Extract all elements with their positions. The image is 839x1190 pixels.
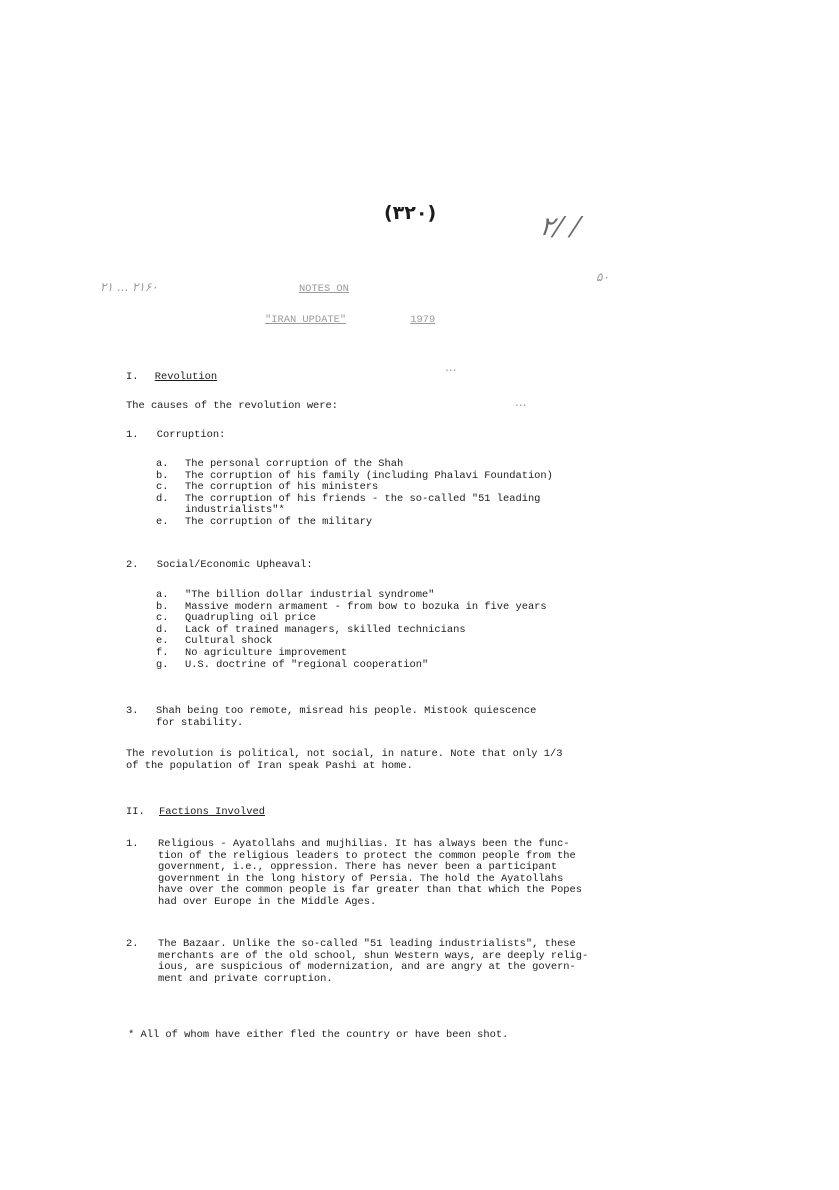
paragraph-line: ment and private corruption. — [158, 972, 333, 985]
paragraph-line: merchants are of the old school, shun Western ways, are deeply relig- — [158, 949, 589, 962]
list-item: a. The personal corruption of the Shah — [156, 458, 404, 470]
list-item: d. The corruption of his friends - the so-called "51 leading — [156, 492, 541, 505]
section-1-closing — [126, 749, 562, 772]
title-text: NOTES ON — [299, 283, 349, 295]
list-item: c. The corruption of his ministers — [156, 481, 379, 494]
section-1-heading — [126, 372, 217, 384]
paragraph-line: Religious - Ayatollahs and mujhilias. It has always been the func- — [158, 838, 570, 850]
item-3-line: Shah being too remote, misread his people. Mistook quiescence — [156, 705, 537, 717]
item-1-number: 1. — [126, 429, 139, 441]
page-number: (۳۲۰) — [384, 202, 437, 224]
footnote: * All of whom have either fled the country or have been shot. — [128, 1029, 509, 1041]
list-item: b. The corruption of his family (including Phalavi Foundation) — [156, 469, 553, 482]
section-1-title: Revolution — [154, 371, 218, 383]
item-2-heading — [126, 560, 313, 572]
list-item: d. Lack of trained managers, skilled technicians — [156, 623, 466, 636]
item-3-number: 3. — [126, 705, 139, 717]
document-subtitle — [265, 315, 435, 327]
paragraph-line: ious, are suspicious of modernization, and are angry at the govern- — [158, 961, 576, 974]
faction-1-number: 1. — [126, 838, 139, 850]
paragraph-line: have over the common people is far greater than that which the Popes — [158, 884, 583, 897]
item-3-line: for stability. — [156, 716, 244, 729]
handwritten-annotation-left: ۲۱ ... ۲۱۶۰ — [100, 280, 158, 294]
section-1-number: I. — [126, 371, 139, 383]
paragraph-line: government in the long history of Persia. The hold the Ayatollahs — [158, 872, 564, 885]
list-item: f. No agriculture improvement — [156, 646, 348, 659]
paragraph-line: government, i.e., oppression. There has never been a participant — [158, 861, 558, 874]
corruption-list — [156, 459, 553, 529]
item-3 — [126, 706, 536, 729]
list-item: g. U.S. doctrine of "regional cooperation" — [156, 658, 429, 671]
list-item: industrialists"* — [185, 504, 285, 517]
handwritten-annotation-right: ۵۰ — [596, 270, 609, 284]
item-2-label: Social/Economic Upheaval: — [156, 559, 313, 571]
item-1-heading — [126, 430, 225, 442]
list-item: a. "The billion dollar industrial syndrome" — [156, 589, 435, 601]
faction-bazaar — [126, 939, 588, 985]
list-item: c. Quadrupling oil price — [156, 612, 316, 625]
closing-line: of the population of Iran speak Pashi at home. — [126, 759, 413, 772]
paragraph-line: tion of the religious leaders to protect the common people from the — [158, 849, 576, 862]
item-1-label: Corruption: — [156, 429, 226, 441]
upheaval-list — [156, 590, 547, 671]
document-title — [299, 284, 349, 296]
section-1-intro: The causes of the revolution were: — [126, 400, 339, 412]
list-item: e. Cultural shock — [156, 635, 273, 648]
paragraph-line: The Bazaar. Unlike the so-called "51 leading industrialists", these — [158, 938, 576, 950]
persian-note-1: ... — [445, 360, 457, 374]
section-2-title: Factions Involved — [158, 806, 265, 818]
closing-line: The revolution is political, not social, in nature. Note that only 1/3 — [126, 748, 563, 760]
section-2-heading — [126, 807, 265, 819]
paragraph-line: had over Europe in the Middle Ages. — [158, 895, 377, 908]
subtitle-year: 1979 — [410, 314, 436, 326]
item-2-number: 2. — [126, 559, 139, 571]
handwritten-annotation-top-right: ۲/ / — [537, 212, 582, 242]
list-item: b. Massive modern armament - from bow to bozuka in five years — [156, 600, 547, 613]
list-item: e. The corruption of the military — [156, 515, 373, 528]
persian-note-2: ... — [515, 395, 527, 409]
section-2-number: II. — [126, 806, 145, 818]
faction-2-number: 2. — [126, 938, 139, 950]
subtitle-text: "IRAN UPDATE" — [265, 314, 347, 326]
faction-religious — [126, 839, 582, 909]
